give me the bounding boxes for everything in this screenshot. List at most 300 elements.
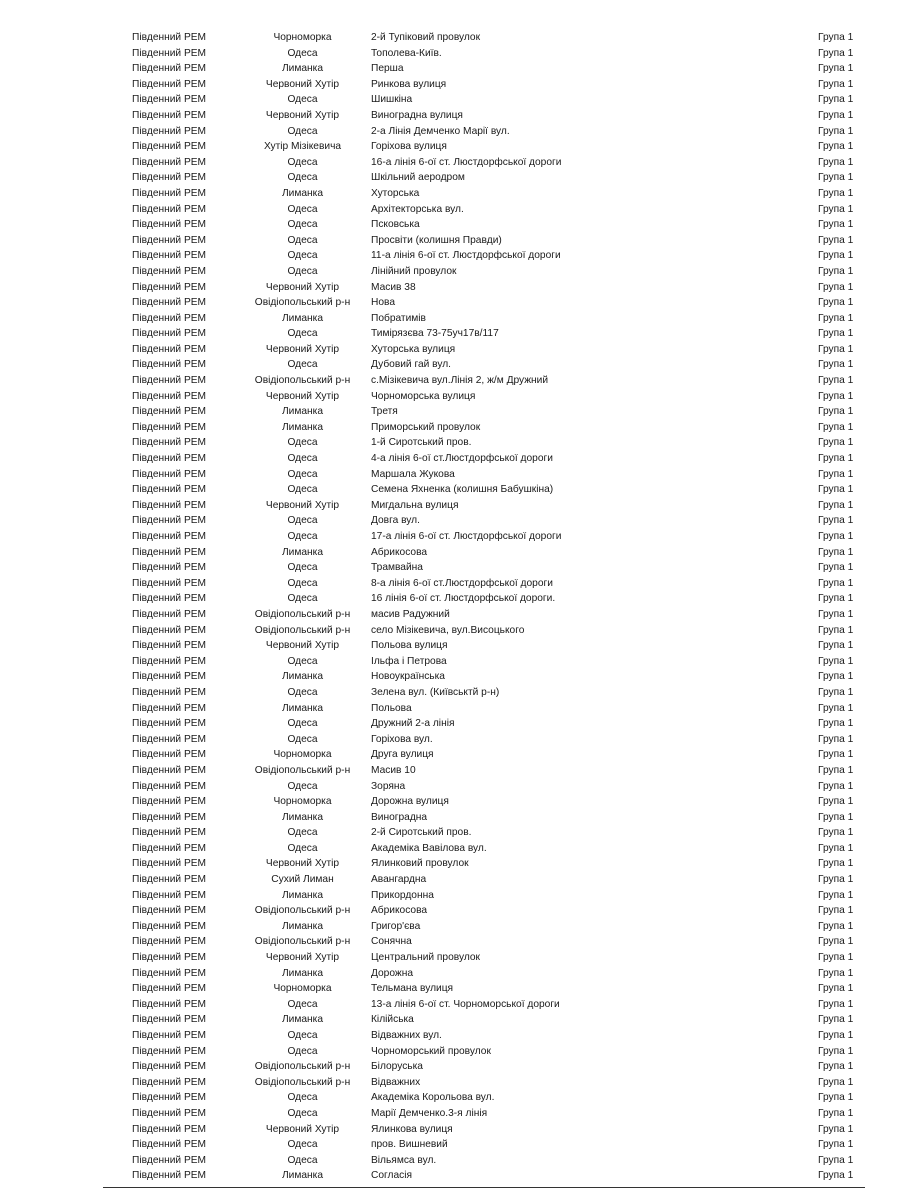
cell-street: село Мізікевича, вул.Висоцького bbox=[371, 624, 525, 636]
cell-org: Південний РЕМ bbox=[132, 94, 207, 106]
outage-table bbox=[0, 30, 921, 1184]
cell-group: Група 1 bbox=[818, 749, 854, 761]
cell-org: Південний РЕМ bbox=[132, 172, 207, 184]
cell-org: Південний РЕМ bbox=[132, 749, 207, 761]
cell-locality: Одеса bbox=[287, 437, 318, 449]
cell-street: Відважних вул. bbox=[371, 1030, 442, 1041]
cell-locality: Лиманка bbox=[281, 920, 324, 932]
cell-locality: Одеса bbox=[287, 655, 318, 667]
cell-locality: Одеса bbox=[287, 780, 318, 792]
cell-group: Група 1 bbox=[818, 936, 854, 948]
table-row bbox=[0, 326, 921, 342]
cell-street: Лінійний провулок bbox=[371, 265, 457, 277]
cell-locality: Овідіопольський р-н bbox=[254, 936, 351, 948]
cell-locality: Одеса bbox=[287, 1139, 318, 1151]
cell-locality: Одеса bbox=[287, 1092, 318, 1104]
cell-locality: Червоний Хутір bbox=[265, 390, 340, 402]
table-row bbox=[0, 841, 921, 857]
cell-locality: Овідіопольський р-н bbox=[254, 624, 351, 636]
cell-group: Група 1 bbox=[818, 1045, 854, 1057]
cell-group: Група 1 bbox=[818, 624, 854, 636]
cell-street: Академіка Вавілова вул. bbox=[371, 842, 487, 854]
cell-group: Група 1 bbox=[818, 842, 854, 854]
cell-street: Приморський провулок bbox=[371, 421, 481, 433]
cell-locality: Одеса bbox=[287, 453, 318, 465]
cell-locality: Лиманка bbox=[281, 421, 324, 433]
table-row bbox=[0, 794, 921, 810]
cell-group: Група 1 bbox=[818, 827, 854, 839]
cell-street: Абрикосова bbox=[371, 905, 428, 917]
cell-street: Марії Демченко.3-я лінія bbox=[371, 1107, 488, 1119]
cell-org: Південний РЕМ bbox=[132, 63, 207, 75]
cell-locality: Одеса bbox=[287, 94, 318, 106]
cell-locality: Одеса bbox=[287, 1107, 318, 1119]
table-row bbox=[0, 623, 921, 639]
table-row bbox=[0, 732, 921, 748]
cell-street: Мигдальна вулиця bbox=[371, 499, 459, 511]
cell-street: Дружний 2-а лінія bbox=[371, 718, 455, 730]
cell-street: Польова bbox=[371, 702, 412, 714]
cell-org: Південний РЕМ bbox=[132, 952, 207, 964]
cell-group: Група 1 bbox=[818, 281, 854, 293]
cell-locality: Одеса bbox=[287, 531, 318, 542]
cell-street: Хуторська вулиця bbox=[371, 343, 456, 355]
table-row bbox=[0, 560, 921, 576]
cell-group: Група 1 bbox=[818, 63, 854, 75]
cell-org: Південний РЕМ bbox=[132, 484, 207, 496]
cell-org: Південний РЕМ bbox=[132, 187, 207, 199]
cell-street: Согласія bbox=[371, 1170, 412, 1182]
cell-group: Група 1 bbox=[818, 141, 854, 153]
cell-org: Південний РЕМ bbox=[132, 1123, 207, 1135]
cell-locality: Червоний Хутір bbox=[265, 858, 340, 870]
cell-locality: Одеса bbox=[287, 125, 318, 137]
table-row bbox=[0, 1137, 921, 1153]
cell-group: Група 1 bbox=[818, 1014, 854, 1026]
cell-group: Група 1 bbox=[818, 983, 854, 995]
cell-org: Південний РЕМ bbox=[132, 203, 207, 215]
cell-group: Група 1 bbox=[818, 1092, 854, 1104]
table-row bbox=[0, 810, 921, 826]
cell-group: Група 1 bbox=[818, 484, 854, 496]
cell-org: Південний РЕМ bbox=[132, 1092, 207, 1104]
cell-org: Південний РЕМ bbox=[132, 905, 207, 917]
table-row bbox=[0, 716, 921, 732]
cell-org: Південний РЕМ bbox=[132, 640, 207, 652]
cell-street: 2-а Лінія Демченко Марії вул. bbox=[371, 125, 510, 137]
table-row bbox=[0, 701, 921, 717]
cell-locality: Одеса bbox=[287, 733, 318, 745]
table-row bbox=[0, 919, 921, 935]
table-row bbox=[0, 404, 921, 420]
cell-locality: Лиманка bbox=[281, 967, 324, 979]
cell-org: Південний РЕМ bbox=[132, 764, 207, 776]
cell-group: Група 1 bbox=[818, 655, 854, 667]
cell-org: Південний РЕМ bbox=[132, 920, 207, 932]
cell-org: Південний РЕМ bbox=[132, 515, 207, 527]
cell-street: 16 лінія 6-ої ст. Люстдорфської дороги. bbox=[371, 593, 556, 605]
table-row bbox=[0, 77, 921, 93]
cell-group: Група 1 bbox=[818, 234, 854, 246]
cell-group: Група 1 bbox=[818, 421, 854, 433]
cell-street: Перша bbox=[371, 63, 404, 75]
cell-org: Південний РЕМ bbox=[132, 624, 207, 636]
cell-group: Група 1 bbox=[818, 780, 854, 792]
table-row bbox=[0, 576, 921, 592]
cell-group: Група 1 bbox=[818, 546, 854, 558]
cell-street: Ільфа і Петрова bbox=[371, 655, 447, 667]
cell-org: Південний РЕМ bbox=[132, 499, 207, 511]
cell-org: Південний РЕМ bbox=[132, 297, 207, 309]
cell-locality: Овідіопольський р-н bbox=[254, 1076, 351, 1088]
cell-group: Група 1 bbox=[818, 328, 854, 340]
table-row bbox=[0, 264, 921, 280]
cell-street: Псковська bbox=[371, 219, 420, 231]
cell-group: Група 1 bbox=[818, 390, 854, 402]
table-row bbox=[0, 280, 921, 296]
cell-org: Південний РЕМ bbox=[132, 686, 207, 698]
cell-street: 11-а лінія 6-ої ст. Люстдорфської дороги bbox=[371, 250, 561, 262]
cell-street: Польова вулиця bbox=[371, 640, 448, 652]
cell-street: Ялинкова вулиця bbox=[371, 1123, 453, 1135]
cell-org: Південний РЕМ bbox=[132, 733, 207, 745]
cell-street: Ялинковий провулок bbox=[371, 858, 469, 870]
table-row bbox=[0, 1168, 921, 1184]
cell-locality: Червоний Хутір bbox=[265, 78, 340, 90]
cell-group: Група 1 bbox=[818, 593, 854, 605]
table-row bbox=[0, 779, 921, 795]
table-row bbox=[0, 934, 921, 950]
cell-group: Група 1 bbox=[818, 952, 854, 964]
cell-street: Прикордонна bbox=[371, 889, 434, 901]
table-row bbox=[0, 108, 921, 124]
table-row bbox=[0, 903, 921, 919]
cell-org: Південний РЕМ bbox=[132, 1139, 207, 1151]
cell-locality: Одеса bbox=[287, 484, 318, 496]
cell-group: Група 1 bbox=[818, 1107, 854, 1119]
cell-street: 8-а лінія 6-ої ст.Люстдорфської дороги bbox=[371, 577, 553, 589]
cell-group: Група 1 bbox=[818, 203, 854, 215]
cell-street: Білоруська bbox=[371, 1061, 423, 1073]
cell-street: Зелена вул. (Київськтй р-н) bbox=[371, 686, 500, 698]
table-row bbox=[0, 638, 921, 654]
cell-group: Група 1 bbox=[818, 671, 854, 683]
cell-street: Центральний провулок bbox=[371, 952, 481, 964]
cell-street: Тимірязєва 73-75уч17в/117 bbox=[371, 328, 499, 340]
cell-org: Південний РЕМ bbox=[132, 1076, 207, 1088]
table-row bbox=[0, 888, 921, 904]
table-row bbox=[0, 373, 921, 389]
cell-org: Південний РЕМ bbox=[132, 78, 207, 90]
cell-street: Дорожна вулиця bbox=[371, 796, 449, 808]
cell-street: Просвіти (колишня Правди) bbox=[371, 234, 502, 246]
cell-locality: Лиманка bbox=[281, 63, 324, 75]
cell-street: Нова bbox=[371, 297, 395, 309]
table-row bbox=[0, 607, 921, 623]
cell-street: Чорноморська вулиця bbox=[371, 390, 476, 402]
cell-org: Південний РЕМ bbox=[132, 936, 207, 948]
cell-org: Південний РЕМ bbox=[132, 468, 207, 480]
cell-group: Група 1 bbox=[818, 764, 854, 776]
cell-group: Група 1 bbox=[818, 156, 854, 168]
cell-locality: Одеса bbox=[287, 998, 318, 1010]
cell-street: Архітекторська вул. bbox=[371, 203, 464, 215]
cell-group: Група 1 bbox=[818, 889, 854, 901]
cell-locality: Овідіопольський р-н bbox=[254, 608, 351, 620]
cell-locality: Одеса bbox=[287, 328, 318, 340]
table-row bbox=[0, 856, 921, 872]
cell-locality: Лиманка bbox=[281, 312, 324, 324]
cell-locality: Одеса bbox=[287, 234, 318, 246]
cell-group: Група 1 bbox=[818, 796, 854, 808]
cell-org: Південний РЕМ bbox=[132, 406, 207, 418]
table-row bbox=[0, 1028, 921, 1044]
table-row bbox=[0, 950, 921, 966]
cell-org: Південний РЕМ bbox=[132, 453, 207, 465]
cell-locality: Червоний Хутір bbox=[265, 640, 340, 652]
cell-org: Південний РЕМ bbox=[132, 827, 207, 839]
cell-org: Південний РЕМ bbox=[132, 998, 207, 1010]
table-row bbox=[0, 92, 921, 108]
cell-group: Група 1 bbox=[818, 406, 854, 418]
cell-group: Група 1 bbox=[818, 874, 854, 886]
cell-locality: Одеса bbox=[287, 686, 318, 698]
cell-street: Шишкіна bbox=[371, 94, 413, 106]
table-row bbox=[0, 529, 921, 545]
cell-street: Академіка Корольова вул. bbox=[371, 1092, 495, 1104]
table-row bbox=[0, 825, 921, 841]
cell-locality: Овідіопольський р-н bbox=[254, 1061, 351, 1073]
cell-group: Група 1 bbox=[818, 686, 854, 698]
cell-locality: Лиманка bbox=[281, 1170, 324, 1182]
cell-org: Південний РЕМ bbox=[132, 718, 207, 730]
cell-org: Південний РЕМ bbox=[132, 577, 207, 589]
cell-locality: Одеса bbox=[287, 718, 318, 730]
table-row bbox=[0, 186, 921, 202]
cell-org: Південний РЕМ bbox=[132, 562, 207, 574]
cell-locality: Овідіопольський р-н bbox=[254, 764, 351, 776]
cell-street: Дубовий гай вул. bbox=[371, 359, 451, 371]
cell-street: Горіхова вул. bbox=[371, 733, 433, 745]
cell-org: Південний РЕМ bbox=[132, 889, 207, 901]
cell-group: Група 1 bbox=[818, 437, 854, 449]
cell-org: Південний РЕМ bbox=[132, 702, 207, 714]
cell-org: Південний РЕМ bbox=[132, 141, 207, 153]
cell-locality: Овідіопольський р-н bbox=[254, 375, 351, 387]
cell-street: Ринкова вулиця bbox=[371, 78, 447, 90]
cell-locality: Одеса bbox=[287, 47, 318, 59]
table-row bbox=[0, 124, 921, 140]
cell-org: Південний РЕМ bbox=[132, 47, 207, 59]
cell-street: масив Радужний bbox=[371, 608, 450, 620]
cell-group: Група 1 bbox=[818, 998, 854, 1010]
cell-street: Маршала Жукова bbox=[371, 468, 455, 480]
cell-org: Південний РЕМ bbox=[132, 1014, 207, 1026]
table-row bbox=[0, 763, 921, 779]
table-row bbox=[0, 139, 921, 155]
cell-group: Група 1 bbox=[818, 172, 854, 184]
table-row bbox=[0, 997, 921, 1013]
cell-group: Група 1 bbox=[818, 1154, 854, 1166]
cell-group: Група 1 bbox=[818, 125, 854, 137]
cell-group: Група 1 bbox=[818, 47, 854, 59]
cell-group: Група 1 bbox=[818, 453, 854, 465]
table-row bbox=[0, 1059, 921, 1075]
table-row bbox=[0, 1075, 921, 1091]
cell-org: Південний РЕМ bbox=[132, 983, 207, 995]
cell-locality: Одеса bbox=[287, 265, 318, 277]
cell-org: Південний РЕМ bbox=[132, 593, 207, 605]
cell-locality: Лиманка bbox=[281, 1014, 324, 1026]
cell-locality: Одеса bbox=[287, 203, 318, 215]
table-row bbox=[0, 981, 921, 997]
cell-street: Друга вулиця bbox=[371, 749, 434, 761]
cell-locality: Чорноморка bbox=[273, 796, 332, 808]
cell-group: Група 1 bbox=[818, 562, 854, 574]
cell-group: Група 1 bbox=[818, 515, 854, 527]
cell-group: Група 1 bbox=[818, 608, 854, 620]
cell-street: Третя bbox=[371, 406, 398, 418]
cell-group: Група 1 bbox=[818, 531, 854, 542]
cell-org: Південний РЕМ bbox=[132, 437, 207, 449]
cell-street: Кілійська bbox=[371, 1014, 414, 1026]
cell-locality: Сухий Лиман bbox=[271, 874, 334, 886]
cell-locality: Одеса bbox=[287, 219, 318, 231]
cell-org: Південний РЕМ bbox=[132, 1107, 207, 1119]
cell-street: Абрикосова bbox=[371, 546, 428, 558]
cell-org: Південний РЕМ bbox=[132, 156, 207, 168]
cell-org: Південний РЕМ bbox=[132, 546, 207, 558]
table-row bbox=[0, 202, 921, 218]
table-row bbox=[0, 966, 921, 982]
cell-locality: Лиманка bbox=[281, 406, 324, 418]
cell-group: Група 1 bbox=[818, 109, 854, 121]
cell-street: Горіхова вулиця bbox=[371, 141, 447, 153]
cell-org: Південний РЕМ bbox=[132, 796, 207, 808]
cell-locality: Одеса bbox=[287, 156, 318, 168]
table-row bbox=[0, 1122, 921, 1138]
cell-org: Південний РЕМ bbox=[132, 390, 207, 402]
table-row bbox=[0, 248, 921, 264]
table-row bbox=[0, 1153, 921, 1169]
cell-street: Сонячна bbox=[371, 936, 412, 948]
cell-org: Південний РЕМ bbox=[132, 967, 207, 979]
cell-locality: Червоний Хутір bbox=[265, 281, 340, 293]
cell-group: Група 1 bbox=[818, 250, 854, 262]
cell-org: Південний РЕМ bbox=[132, 265, 207, 277]
cell-street: Довга вул. bbox=[371, 515, 420, 527]
cell-locality: Одеса bbox=[287, 842, 318, 854]
cell-org: Південний РЕМ bbox=[132, 234, 207, 246]
cell-group: Група 1 bbox=[818, 858, 854, 870]
cell-org: Південний РЕМ bbox=[132, 1170, 207, 1182]
cell-locality: Лиманка bbox=[281, 187, 324, 199]
cell-group: Група 1 bbox=[818, 1139, 854, 1151]
cell-locality: Овідіопольський р-н bbox=[254, 905, 351, 917]
cell-org: Південний РЕМ bbox=[132, 1061, 207, 1073]
cell-street: 4-а лінія 6-ої ст.Люстдорфської дороги bbox=[371, 453, 553, 465]
cell-street: Вільямса вул. bbox=[371, 1154, 437, 1166]
cell-group: Група 1 bbox=[818, 733, 854, 745]
cell-group: Група 1 bbox=[818, 1030, 854, 1041]
cell-locality: Хутір Мізікевича bbox=[263, 141, 342, 153]
table-row bbox=[0, 311, 921, 327]
cell-street: Масив 38 bbox=[371, 281, 416, 293]
cell-locality: Червоний Хутір bbox=[265, 343, 340, 355]
cell-org: Південний РЕМ bbox=[132, 250, 207, 262]
cell-street: Масив 10 bbox=[371, 764, 416, 776]
cell-org: Південний РЕМ bbox=[132, 1045, 207, 1057]
cell-org: Південний РЕМ bbox=[132, 109, 207, 121]
cell-locality: Одеса bbox=[287, 1154, 318, 1166]
cell-street: Виноградна bbox=[371, 811, 428, 823]
table-row bbox=[0, 420, 921, 436]
cell-locality: Одеса bbox=[287, 562, 318, 574]
cell-group: Група 1 bbox=[818, 32, 854, 43]
cell-org: Південний РЕМ bbox=[132, 608, 207, 620]
cell-org: Південний РЕМ bbox=[132, 359, 207, 371]
cell-locality: Лиманка bbox=[281, 671, 324, 683]
table-row bbox=[0, 435, 921, 451]
table-row bbox=[0, 1044, 921, 1060]
cell-street: пров. Вишневий bbox=[371, 1139, 448, 1151]
cell-locality: Одеса bbox=[287, 468, 318, 480]
cell-locality: Одеса bbox=[287, 172, 318, 184]
cell-group: Група 1 bbox=[818, 312, 854, 324]
cell-street: Дорожна bbox=[371, 967, 414, 979]
cell-group: Група 1 bbox=[818, 1061, 854, 1073]
cell-street: Тополева-Київ. bbox=[371, 47, 442, 59]
cell-locality: Червоний Хутір bbox=[265, 1123, 340, 1135]
cell-locality: Лиманка bbox=[281, 811, 324, 823]
cell-locality: Одеса bbox=[287, 250, 318, 262]
cell-locality: Червоний Хутір bbox=[265, 499, 340, 511]
cell-org: Південний РЕМ bbox=[132, 328, 207, 340]
cell-group: Група 1 bbox=[818, 702, 854, 714]
cell-group: Група 1 bbox=[818, 920, 854, 932]
cell-locality: Лиманка bbox=[281, 546, 324, 558]
table-row bbox=[0, 451, 921, 467]
cell-locality: Одеса bbox=[287, 515, 318, 527]
table-row bbox=[0, 1090, 921, 1106]
table-row bbox=[0, 513, 921, 529]
cell-locality: Чорноморка bbox=[273, 32, 332, 43]
table-row bbox=[0, 233, 921, 249]
cell-group: Група 1 bbox=[818, 499, 854, 511]
cell-street: 13-а лінія 6-ої ст. Чорноморської дороги bbox=[371, 998, 560, 1010]
cell-street: Відважних bbox=[371, 1076, 421, 1088]
table-row bbox=[0, 46, 921, 62]
cell-org: Південний РЕМ bbox=[132, 343, 207, 355]
cell-group: Група 1 bbox=[818, 265, 854, 277]
cell-locality: Одеса bbox=[287, 1045, 318, 1057]
cell-street: 2-й Сиротський пров. bbox=[371, 827, 472, 839]
cell-locality: Чорноморка bbox=[273, 983, 332, 995]
cell-locality: Червоний Хутір bbox=[265, 952, 340, 964]
cell-group: Група 1 bbox=[818, 343, 854, 355]
cell-street: Тельмана вулиця bbox=[371, 983, 454, 995]
cell-org: Південний РЕМ bbox=[132, 811, 207, 823]
table-row bbox=[0, 654, 921, 670]
cell-org: Південний РЕМ bbox=[132, 842, 207, 854]
cell-locality: Одеса bbox=[287, 359, 318, 371]
table-row bbox=[0, 30, 921, 46]
cell-group: Група 1 bbox=[818, 1076, 854, 1088]
cell-group: Група 1 bbox=[818, 78, 854, 90]
cell-locality: Лиманка bbox=[281, 889, 324, 901]
cell-org: Південний РЕМ bbox=[132, 125, 207, 137]
table-row bbox=[0, 872, 921, 888]
